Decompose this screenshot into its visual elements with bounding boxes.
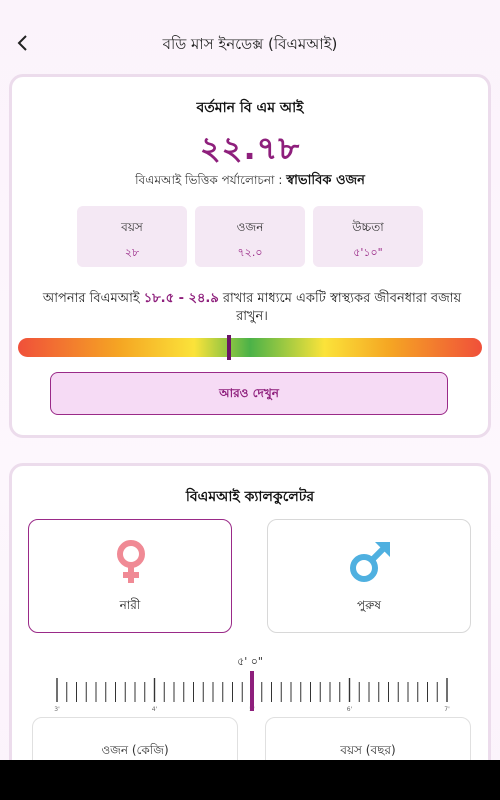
current-bmi-card [9, 74, 491, 438]
stat-value: ৫'১০" [353, 246, 383, 259]
stat-label: ওজন [236, 220, 264, 234]
age-label: বয়স (বছর) [340, 743, 396, 757]
gender-male-option[interactable] [267, 519, 471, 633]
male-symbol-icon [345, 537, 395, 587]
height-ruler[interactable] [12, 666, 494, 714]
bottom-bar [0, 760, 500, 800]
current-bmi-heading: বর্তমান বি এম আই [196, 100, 304, 116]
weight-label: ওজন (কেজি) [101, 743, 169, 757]
stat-weight [195, 206, 305, 267]
calculator-heading: বিএমআই ক্যালকুলেটর [185, 489, 315, 505]
height-value: ৫' ০" [237, 655, 263, 668]
ruler-tick-label: 3' [54, 706, 60, 713]
stat-value: ৭২.০ [237, 246, 263, 259]
review-value: স্বাভাবিক ওজন [286, 173, 365, 188]
see-more-button[interactable]: আরও দেখুন [50, 372, 448, 415]
stat-age [77, 206, 187, 267]
stat-height [313, 206, 423, 267]
review-label: বিএমআই ভিত্তিক পর্যালোচনা : [135, 173, 283, 187]
ruler-tick-label: 7' [444, 706, 450, 713]
stat-label: উচ্চতা [352, 220, 384, 234]
advice-range: ১৮.৫ - ২৪.৯ [143, 291, 219, 306]
advice-after: রাখার মাধ্যমে একটি স্বাস্থ্যকর জীবনধারা বজায় রাখুন। [222, 291, 462, 324]
ruler-tick-label: 6' [346, 706, 353, 713]
advice-text [30, 290, 474, 326]
gender-female-option[interactable] [28, 519, 232, 633]
female-symbol-icon [106, 537, 156, 587]
bmi-review [12, 171, 488, 192]
page-title: বডি মাস ইনডেক্স (বিএমআই) [162, 35, 338, 53]
stat-value: ২৮ [124, 246, 140, 259]
bmi-scale-bar [18, 338, 482, 357]
bmi-calculator-card [9, 463, 491, 783]
ruler-selection-indicator[interactable] [250, 671, 254, 711]
stat-label: বয়স [121, 220, 143, 234]
bmi-scale-indicator [227, 335, 231, 360]
advice-before: আপনার বিএমআই [42, 291, 140, 306]
ruler-tick-label: 4' [151, 706, 158, 713]
bmi-value: ২২.৭৮ [199, 129, 301, 167]
male-label: পুরুষ [357, 598, 381, 612]
female-label: নারী [119, 598, 141, 612]
